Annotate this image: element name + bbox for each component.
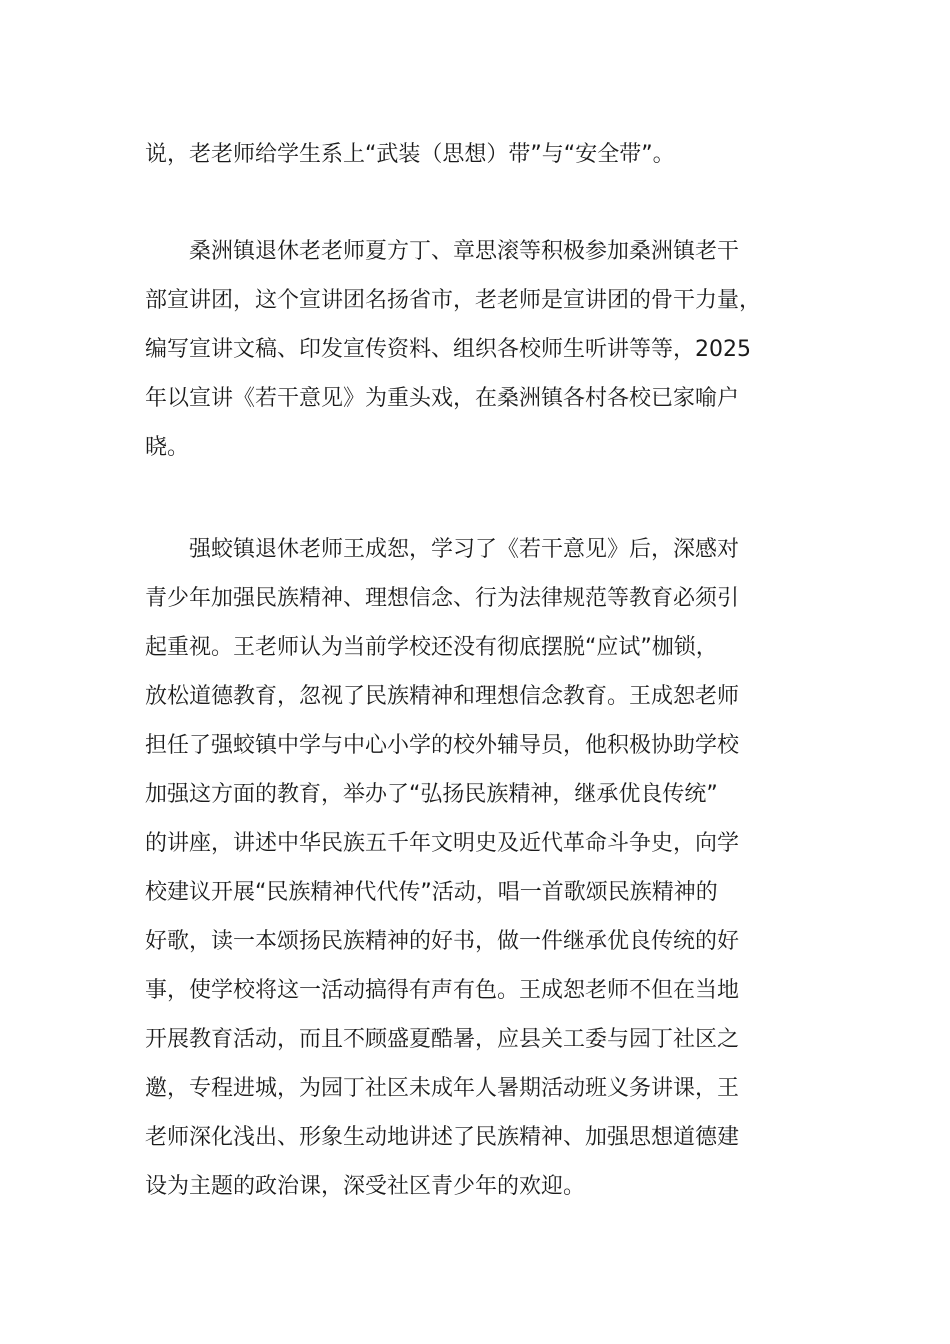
paragraph-3-line-10: 事，使学校将这一活动搞得有声有色。王成恕老师不但在当地 bbox=[145, 978, 740, 1003]
paragraph-3-line-4: 放松道德教育，忽视了民族精神和理想信念教育。王成恕老师 bbox=[145, 684, 740, 709]
paragraph-1-line-1: 说，老老师给学生系上“武装（思想）带”与“安全带”。 bbox=[145, 142, 675, 167]
paragraph-3-line-13: 老师深化浅出、形象生动地讲述了民族精神、加强思想道德建 bbox=[145, 1125, 740, 1150]
paragraph-3-line-3: 起重视。王老师认为当前学校还没有彻底摆脱“应试”枷锁， bbox=[145, 635, 718, 660]
paragraph-3-line-5: 担任了强蛟镇中学与中心小学的校外辅导员，他积极协助学校 bbox=[145, 733, 740, 758]
paragraph-3-line-8: 校建议开展“民族精神代代传”活动，唱一首歌颂民族精神的 bbox=[145, 880, 718, 905]
paragraph-2-line-3: 编写宣讲文稿、印发宣传资料、组织各校师生听讲等等，2025 bbox=[145, 337, 751, 362]
paragraph-3-line-11: 开展教育活动，而且不顾盛夏酷暑，应县关工委与园丁社区之 bbox=[145, 1027, 740, 1052]
paragraph-3-line-2: 青少年加强民族精神、理想信念、行为法律规范等教育必须引 bbox=[145, 586, 740, 611]
paragraph-2-line-4: 年以宣讲《若干意见》为重头戏，在桑洲镇各村各校已家喻户 bbox=[145, 386, 740, 411]
paragraph-2-line-2: 部宣讲团，这个宣讲团名扬省市，老老师是宣讲团的骨干力量， bbox=[145, 288, 762, 313]
paragraph-3-line-6: 加强这方面的教育，举办了“弘扬民族精神，继承优良传统” bbox=[145, 782, 718, 807]
paragraph-2-line-1: 桑洲镇退休老老师夏方丁、章思滚等积极参加桑洲镇老干 bbox=[145, 239, 740, 264]
paragraph-3-line-1: 强蛟镇退休老师王成恕，学习了《若干意见》后，深感对 bbox=[145, 537, 740, 562]
paragraph-2-line-5: 晓。 bbox=[145, 435, 190, 460]
paragraph-3-line-14: 设为主题的政治课，深受社区青少年的欢迎。 bbox=[145, 1174, 586, 1199]
paragraph-3-line-7: 的讲座，讲述中华民族五千年文明史及近代革命斗争史，向学 bbox=[145, 831, 740, 856]
paragraph-3-line-9: 好歌，读一本颂扬民族精神的好书，做一件继承优良传统的好 bbox=[145, 929, 740, 954]
paragraph-3-line-12: 邀，专程进城，为园丁社区未成年人暑期活动班义务讲课，王 bbox=[145, 1076, 740, 1101]
